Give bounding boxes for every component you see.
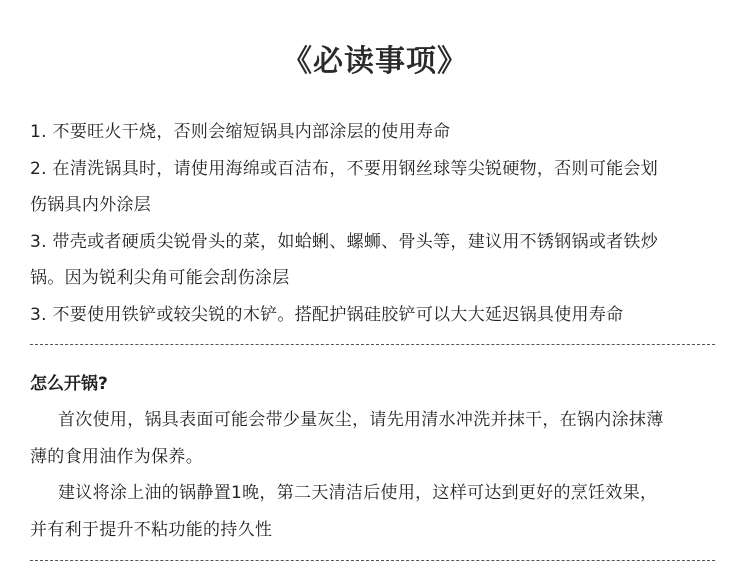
dashed-divider <box>30 560 715 561</box>
note-line: 锅。因为锐利尖角可能会刮伤涂层 <box>30 268 290 288</box>
note-line: 3. 不要使用铁铲或较尖锐的木铲。搭配护锅硅胶铲可以大大延迟锅具使用寿命 <box>30 304 624 325</box>
page-title: 《必读事项》 <box>282 44 468 79</box>
paragraph-line: 薄的食用油作为保养。 <box>30 446 203 467</box>
seasoning-section <box>30 366 730 548</box>
note-line: 3. 带壳或者硬质尖锐骨头的菜，如蛤蜊、螺蛳、骨头等，建议用不锈钢锅或者铁炒 <box>30 231 659 252</box>
dashed-divider <box>30 344 715 345</box>
note-line: 伤锅具内外涂层 <box>30 195 152 215</box>
paragraph-line: 并有利于提升不粘功能的持久性 <box>30 519 273 540</box>
notes-list <box>30 114 730 333</box>
paragraph-line: 首次使用，锅具表面可能会带少量灰尘，请先用清水冲洗并抹干，在锅内涂抹薄 <box>58 410 664 430</box>
note-line: 1. 不要旺火干烧，否则会缩短锅具内部涂层的使用寿命 <box>30 122 451 142</box>
section-heading: 怎么开锅? <box>30 374 108 394</box>
note-line: 2. 在清洗锅具时，请使用海绵或百洁布，不要用钢丝球等尖锐硬物，否则可能会划 <box>30 158 659 179</box>
paragraph-line: 建议将涂上油的锅静置1晚，第二天清洁后使用，这样可达到更好的烹饪效果， <box>58 483 658 503</box>
